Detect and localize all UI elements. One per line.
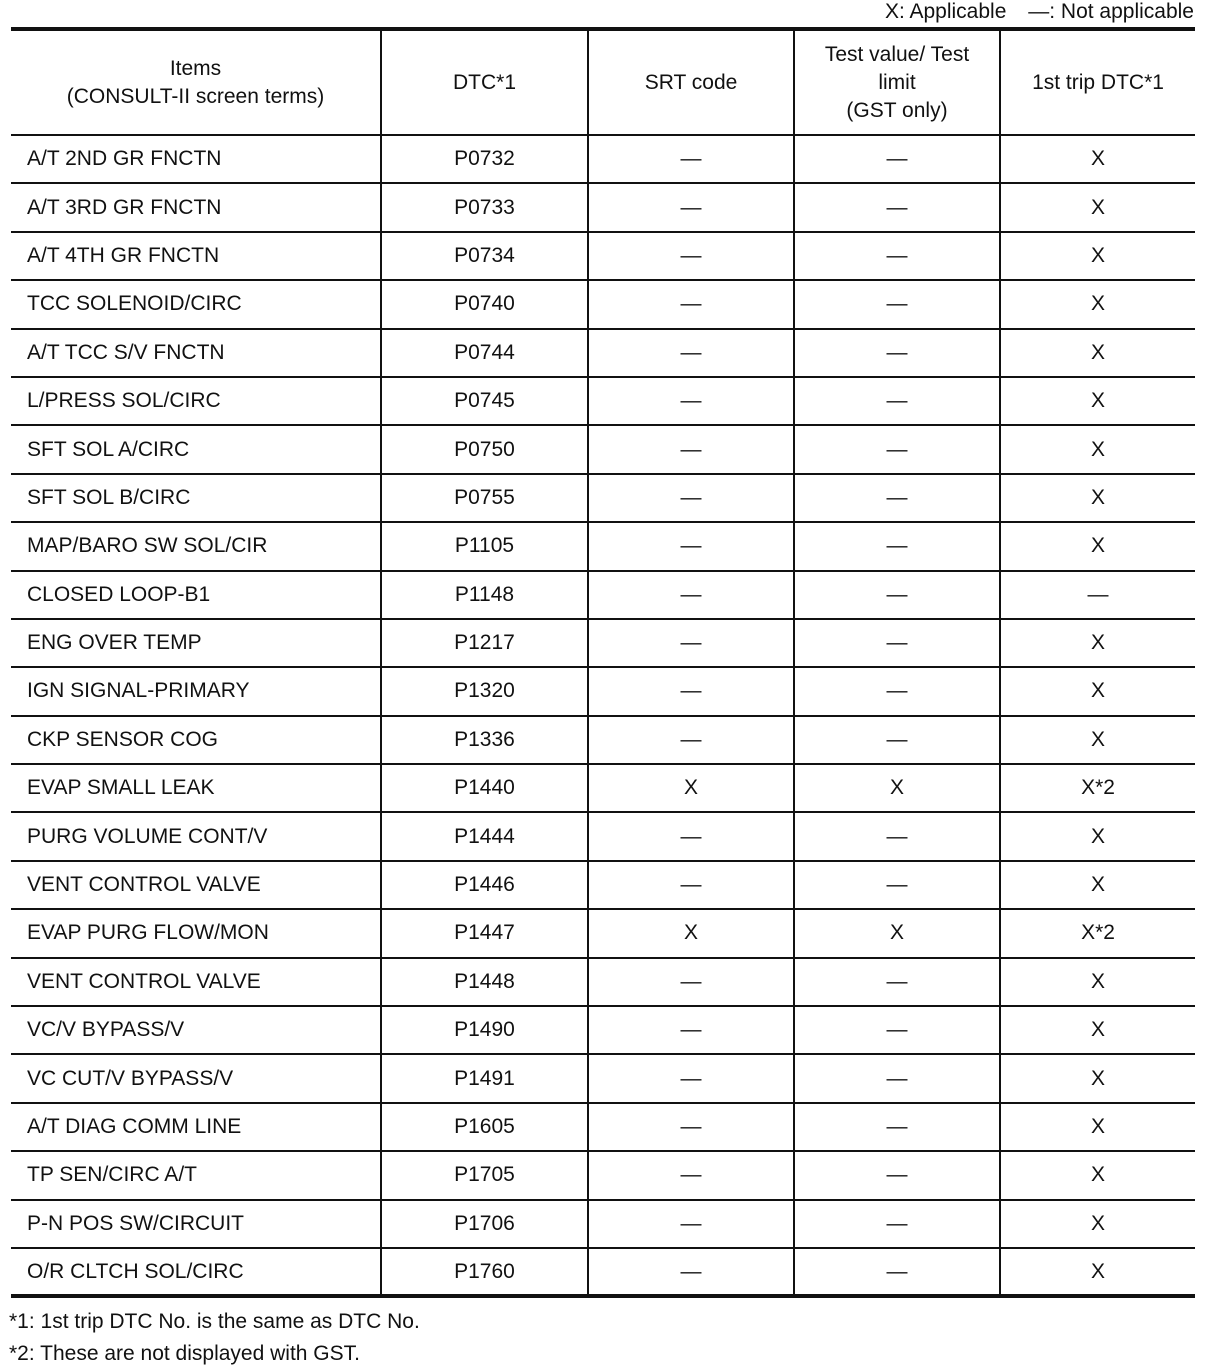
header-srt	[588, 29, 794, 135]
cell-srt: —	[588, 1006, 794, 1054]
footnote-1: *1: 1st trip DTC No. is the same as DTC No.	[9, 1310, 420, 1333]
cell-srt: —	[588, 716, 794, 764]
cell-trip: X	[1000, 474, 1195, 522]
table-row	[11, 1151, 1195, 1199]
cell-srt: —	[588, 1054, 794, 1102]
cell-srt: —	[588, 377, 794, 425]
table-row	[11, 861, 1195, 909]
cell-test: —	[794, 425, 1000, 473]
cell-trip: X	[1000, 667, 1195, 715]
cell-trip: X	[1000, 812, 1195, 860]
cell-dtc: P0740	[381, 280, 588, 328]
cell-item: VC CUT/V BYPASS/V	[11, 1054, 381, 1102]
cell-test: —	[794, 619, 1000, 667]
cell-srt: —	[588, 667, 794, 715]
table-row	[11, 280, 1195, 328]
cell-item: TCC SOLENOID/CIRC	[11, 280, 381, 328]
cell-trip: X	[1000, 1006, 1195, 1054]
cell-dtc: P1446	[381, 861, 588, 909]
cell-trip: X	[1000, 522, 1195, 570]
cell-trip: X	[1000, 1200, 1195, 1248]
table-header	[11, 29, 1195, 135]
cell-trip: X	[1000, 329, 1195, 377]
header-dtc-label: DTC*1	[452, 70, 516, 94]
cell-test: —	[794, 280, 1000, 328]
cell-dtc: P0733	[381, 183, 588, 231]
legend-not-applicable: —: Not applicable	[1028, 0, 1194, 23]
cell-dtc: P0745	[381, 377, 588, 425]
cell-dtc: P1490	[381, 1006, 588, 1054]
table-row	[11, 377, 1195, 425]
cell-srt: —	[588, 619, 794, 667]
cell-test: —	[794, 232, 1000, 280]
cell-test: —	[794, 861, 1000, 909]
cell-item: A/T DIAG COMM LINE	[11, 1103, 381, 1151]
table-row	[11, 716, 1195, 764]
cell-dtc: P1605	[381, 1103, 588, 1151]
table-row	[11, 232, 1195, 280]
cell-item: VC/V BYPASS/V	[11, 1006, 381, 1054]
cell-trip: X	[1000, 377, 1195, 425]
cell-test: —	[794, 1103, 1000, 1151]
table-body	[11, 135, 1195, 1296]
table-row	[11, 1006, 1195, 1054]
cell-item: EVAP SMALL LEAK	[11, 764, 381, 812]
cell-dtc: P1448	[381, 958, 588, 1006]
cell-dtc: P1705	[381, 1151, 588, 1199]
cell-test: —	[794, 1200, 1000, 1248]
cell-trip: X	[1000, 232, 1195, 280]
footnote-2: *2: These are not displayed with GST.	[9, 1342, 360, 1365]
table-row	[11, 474, 1195, 522]
cell-item: SFT SOL A/CIRC	[11, 425, 381, 473]
table-row	[11, 812, 1195, 860]
table-row	[11, 958, 1195, 1006]
cell-srt: —	[588, 1151, 794, 1199]
table-row	[11, 619, 1195, 667]
cell-item: TP SEN/CIRC A/T	[11, 1151, 381, 1199]
header-items-line1: Items	[169, 56, 222, 80]
cell-srt: —	[588, 329, 794, 377]
header-items	[11, 29, 381, 135]
cell-dtc: P0744	[381, 329, 588, 377]
cell-item: IGN SIGNAL-PRIMARY	[11, 667, 381, 715]
cell-item: SFT SOL B/CIRC	[11, 474, 381, 522]
cell-srt: —	[588, 1103, 794, 1151]
table-row	[11, 1200, 1195, 1248]
cell-dtc: P1444	[381, 812, 588, 860]
cell-item: PURG VOLUME CONT/V	[11, 812, 381, 860]
cell-test: —	[794, 329, 1000, 377]
cell-trip: X	[1000, 1103, 1195, 1151]
cell-trip: X	[1000, 861, 1195, 909]
cell-dtc: P1217	[381, 619, 588, 667]
cell-dtc: P0750	[381, 425, 588, 473]
cell-trip: X	[1000, 958, 1195, 1006]
cell-test: —	[794, 1248, 1000, 1296]
header-first-trip	[1000, 29, 1195, 135]
header-test-line2: limit	[878, 70, 916, 94]
cell-test: —	[794, 571, 1000, 619]
cell-item: VENT CONTROL VALVE	[11, 861, 381, 909]
cell-item: A/T 3RD GR FNCTN	[11, 183, 381, 231]
cell-dtc: P1447	[381, 909, 588, 957]
cell-test: —	[794, 377, 1000, 425]
cell-item: EVAP PURG FLOW/MON	[11, 909, 381, 957]
table-row	[11, 329, 1195, 377]
header-row	[11, 29, 1195, 135]
cell-test: —	[794, 135, 1000, 183]
cell-srt: —	[588, 1248, 794, 1296]
cell-dtc: P1148	[381, 571, 588, 619]
cell-srt: —	[588, 183, 794, 231]
cell-dtc: P0755	[381, 474, 588, 522]
cell-srt: X	[588, 909, 794, 957]
cell-item: ENG OVER TEMP	[11, 619, 381, 667]
cell-dtc: P1336	[381, 716, 588, 764]
cell-test: X	[794, 909, 1000, 957]
header-items-line2: (CONSULT-II screen terms)	[66, 84, 325, 108]
header-test-line1: Test value/ Test	[824, 42, 970, 66]
table-row	[11, 135, 1195, 183]
table-row	[11, 571, 1195, 619]
cell-item: L/PRESS SOL/CIRC	[11, 377, 381, 425]
cell-test: —	[794, 1006, 1000, 1054]
cell-dtc: P0734	[381, 232, 588, 280]
cell-srt: —	[588, 812, 794, 860]
cell-dtc: P1440	[381, 764, 588, 812]
legend-applicable: X: Applicable	[884, 0, 1007, 23]
table-row	[11, 764, 1195, 812]
table-row	[11, 1054, 1195, 1102]
header-test-line3: (GST only)	[846, 98, 948, 122]
header-first-trip-label: 1st trip DTC*1	[1032, 70, 1164, 94]
header-test-value	[794, 29, 1000, 135]
cell-trip: X	[1000, 1151, 1195, 1199]
cell-trip: X	[1000, 135, 1195, 183]
cell-dtc: P1105	[381, 522, 588, 570]
cell-srt: —	[588, 280, 794, 328]
table-row	[11, 425, 1195, 473]
cell-trip: X	[1000, 425, 1195, 473]
cell-item: CKP SENSOR COG	[11, 716, 381, 764]
header-srt-label: SRT code	[644, 70, 738, 94]
cell-item: CLOSED LOOP-B1	[11, 571, 381, 619]
cell-dtc: P1491	[381, 1054, 588, 1102]
cell-trip: X*2	[1000, 909, 1195, 957]
cell-srt: —	[588, 861, 794, 909]
cell-srt: —	[588, 135, 794, 183]
table-row	[11, 183, 1195, 231]
cell-item: A/T TCC S/V FNCTN	[11, 329, 381, 377]
cell-test: —	[794, 716, 1000, 764]
cell-test: —	[794, 958, 1000, 1006]
cell-srt: —	[588, 474, 794, 522]
cell-item: A/T 2ND GR FNCTN	[11, 135, 381, 183]
cell-srt: —	[588, 232, 794, 280]
cell-trip: —	[1000, 571, 1195, 619]
table-row	[11, 1248, 1195, 1296]
cell-dtc: P1320	[381, 667, 588, 715]
cell-test: —	[794, 667, 1000, 715]
cell-test: —	[794, 1054, 1000, 1102]
table-row	[11, 909, 1195, 957]
footnotes	[9, 1306, 420, 1370]
cell-trip: X	[1000, 183, 1195, 231]
cell-item: A/T 4TH GR FNCTN	[11, 232, 381, 280]
cell-test: —	[794, 474, 1000, 522]
cell-srt: X	[588, 764, 794, 812]
cell-item: VENT CONTROL VALVE	[11, 958, 381, 1006]
cell-trip: X	[1000, 619, 1195, 667]
legend	[885, 0, 1194, 24]
cell-srt: —	[588, 522, 794, 570]
cell-item: O/R CLTCH SOL/CIRC	[11, 1248, 381, 1296]
cell-dtc: P1706	[381, 1200, 588, 1248]
cell-srt: —	[588, 1200, 794, 1248]
cell-item: P-N POS SW/CIRCUIT	[11, 1200, 381, 1248]
cell-srt: —	[588, 425, 794, 473]
cell-trip: X	[1000, 716, 1195, 764]
cell-srt: —	[588, 571, 794, 619]
dtc-table	[11, 27, 1195, 1298]
cell-test: —	[794, 183, 1000, 231]
cell-trip: X*2	[1000, 764, 1195, 812]
cell-trip: X	[1000, 1248, 1195, 1296]
header-dtc	[381, 29, 588, 135]
table-row	[11, 667, 1195, 715]
cell-item: MAP/BARO SW SOL/CIR	[11, 522, 381, 570]
cell-test: X	[794, 764, 1000, 812]
cell-test: —	[794, 1151, 1000, 1199]
table-row	[11, 1103, 1195, 1151]
cell-test: —	[794, 812, 1000, 860]
table-row	[11, 522, 1195, 570]
cell-trip: X	[1000, 1054, 1195, 1102]
cell-test: —	[794, 522, 1000, 570]
cell-dtc: P0732	[381, 135, 588, 183]
cell-srt: —	[588, 958, 794, 1006]
cell-trip: X	[1000, 280, 1195, 328]
cell-dtc: P1760	[381, 1248, 588, 1296]
